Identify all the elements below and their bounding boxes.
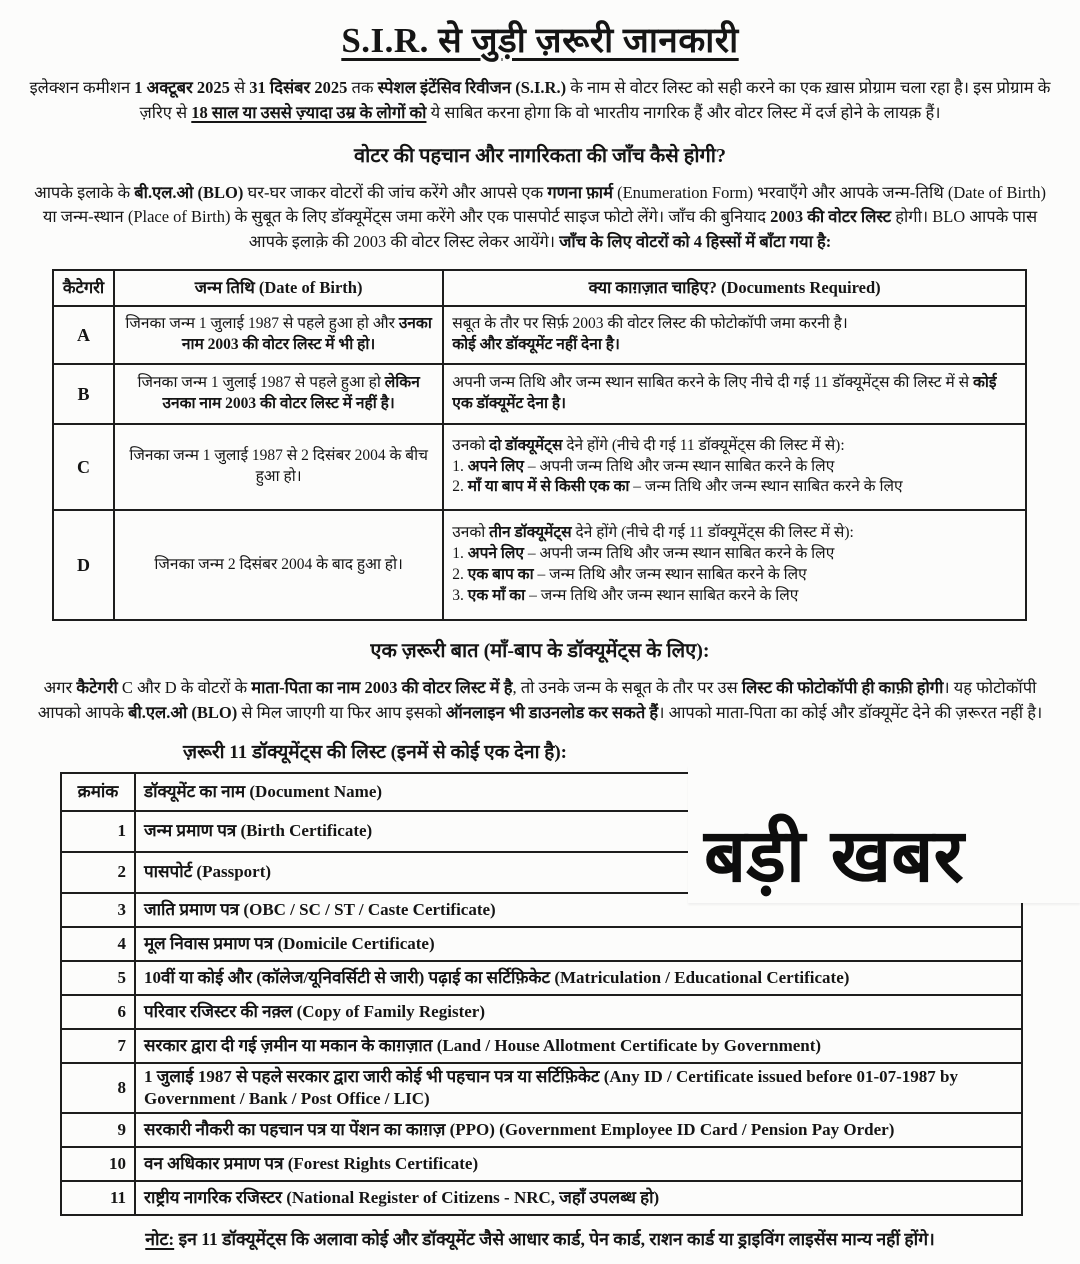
document-name-cell: सरकारी नौकरी का पहचान पत्र या पेंशन का काग़ज़ (PPO) (Government Employee ID Card / Pension Pay Order) bbox=[135, 1113, 1022, 1147]
text-segment: ये साबित करना होगा कि वो भारतीय नागरिक हैं और वोटर लिस्ट में दर्ज होने के लायक़ हैं। bbox=[426, 102, 941, 122]
text-segment: देने होंगे (नीचे दी गई 11 डॉक्यूमेंट्स की लिस्ट में से): bbox=[562, 436, 845, 454]
table-row-doc-10 bbox=[61, 1147, 1022, 1181]
text-segment: से मिल जाएगी या फिर आप इसको bbox=[237, 702, 446, 722]
header-category: कैटेगरी bbox=[53, 270, 114, 306]
serial-cell: 1 bbox=[61, 811, 135, 852]
header-docs-required: क्या काग़ज़ात चाहिए? (Documents Required) bbox=[443, 270, 1026, 306]
text-segment: C और D के वोटरों के bbox=[117, 678, 252, 698]
text-segment: घर-घर जाकर वोटरों की जांच करेंगे और आपसे एक bbox=[243, 182, 548, 202]
document-name-cell: 10वीं या कोई और (कॉलेज/यूनिवर्सिटी से जारी) पढ़ाई का सर्टिफ़िकेट (Matriculation / Educational Certificate) bbox=[135, 961, 1022, 995]
serial-cell: 8 bbox=[61, 1063, 135, 1113]
text-line bbox=[452, 477, 1017, 498]
table-row-doc-7 bbox=[61, 1029, 1022, 1063]
text-segment: नोट: bbox=[145, 1228, 175, 1249]
text-segment: उनका नाम 2003 की वोटर लिस्ट में भी हो। bbox=[181, 315, 432, 354]
page-title-text: S.I.R. से जुड़ी ज़रूरी जानकारी bbox=[341, 21, 739, 60]
big-news-text: बड़ी खबर bbox=[704, 813, 964, 900]
text-segment: एक बाप का bbox=[467, 566, 534, 584]
text-segment: गणना फ़ार्म bbox=[547, 182, 613, 202]
serial-cell: 4 bbox=[61, 927, 135, 961]
docs-cell bbox=[443, 510, 1026, 620]
header-dob: जन्म तिथि (Date of Birth) bbox=[114, 270, 443, 306]
text-segment: तीन डॉक्यूमेंट्स bbox=[489, 524, 572, 542]
text-segment: 2. bbox=[452, 478, 468, 496]
text-segment: बी.एल.ओ (BLO) bbox=[128, 702, 238, 722]
document-name-cell: सरकार द्वारा दी गई ज़मीन या मकान के काग़ज़ात (Land / House Allotment Certificate by Government) bbox=[135, 1029, 1022, 1063]
category-label: B bbox=[53, 364, 114, 424]
text-segment: , तो उनके जन्म के सबूत के तौर पर उस bbox=[512, 678, 742, 698]
table-row-doc-11 bbox=[61, 1181, 1022, 1215]
document-name-cell: जाति प्रमाण पत्र (OBC / SC / ST / Caste Certificate) bbox=[135, 893, 1022, 927]
footer-note bbox=[0, 1227, 1080, 1251]
text-segment: 1 अक्टूबर 2025 bbox=[134, 78, 230, 97]
verification-heading: वोटर की पहचान और नागरिकता की जाँच कैसे होगी? bbox=[354, 144, 726, 167]
serial-cell: 7 bbox=[61, 1029, 135, 1063]
document-name-cell: 1 जुलाई 1987 से पहले सरकार द्वारा जारी कोई भी पहचान पत्र या सर्टिफ़िकेट (Any ID / Certificate issued before 01-07-1987 by Government / Bank / Post Office / LIC) bbox=[135, 1063, 1022, 1113]
text-segment: अगर bbox=[43, 678, 77, 698]
big-news-overlay bbox=[688, 765, 1080, 903]
text-line bbox=[452, 544, 1017, 565]
docs-cell bbox=[443, 364, 1026, 424]
category-table bbox=[52, 269, 1027, 621]
text-line bbox=[452, 335, 1017, 356]
category-label: C bbox=[53, 424, 114, 510]
text-segment: के नाम से वोटर लिस्ट को सही करने का एक ख़ास प्रोग्राम चला रहा है। इस प्रोग्राम के ज़रिए से bbox=[139, 78, 1051, 122]
text-segment: जिनका जन्म 1 जुलाई 1987 से पहले हुआ हो bbox=[137, 374, 385, 392]
docs-cell bbox=[443, 306, 1026, 364]
text-segment: 18 साल या उससे ज़्यादा उम्र के लोगों को bbox=[191, 102, 427, 122]
document-name-cell: मूल निवास प्रमाण पत्र (Domicile Certificate) bbox=[135, 927, 1022, 961]
text-segment: सबूत के तौर पर सिर्फ़ 2003 की वोटर लिस्ट की फोटोकॉपी जमा करनी है। bbox=[452, 315, 848, 333]
text-segment: तक bbox=[347, 78, 378, 97]
text-segment: 2. bbox=[452, 566, 468, 584]
serial-cell: 10 bbox=[61, 1147, 135, 1181]
text-segment: 1. bbox=[452, 545, 468, 563]
table-row-category-b bbox=[53, 364, 1026, 424]
text-segment: 3. bbox=[452, 586, 468, 604]
text-line bbox=[452, 586, 1017, 607]
text-segment: – अपनी जन्म तिथि और जन्म स्थान साबित करने के लिए bbox=[523, 457, 835, 475]
document-name-cell: वन अधिकार प्रमाण पत्र (Forest Rights Certificate) bbox=[135, 1147, 1022, 1181]
text-segment: अपने लिए bbox=[467, 545, 524, 563]
serial-cell: 6 bbox=[61, 995, 135, 1029]
text-segment: बी.एल.ओ (BLO) bbox=[134, 182, 244, 202]
text-segment: जिनका जन्म 2 दिसंबर 2004 के बाद हुआ हो। bbox=[154, 555, 403, 573]
parents-docs-heading: एक ज़रूरी बात (माँ-बाप के डॉक्यूमेंट्स के लिए): bbox=[370, 640, 710, 663]
text-segment: कैटेगरी bbox=[76, 678, 118, 698]
text-segment: दो डॉक्यूमेंट्स bbox=[489, 436, 563, 454]
header-document-name: डॉक्यूमेंट का नाम (Document Name) bbox=[135, 773, 1022, 811]
serial-cell: 5 bbox=[61, 961, 135, 995]
text-segment: अपने लिए bbox=[467, 457, 524, 475]
text-segment: । आपको माता-पिता का कोई और डॉक्यूमेंट देने की ज़रूरत नहीं है। bbox=[658, 702, 1043, 722]
text-segment: लेकिन उनका नाम 2003 की वोटर लिस्ट में नहीं है। bbox=[162, 374, 420, 413]
dob-cell bbox=[114, 306, 443, 364]
documents-list-section bbox=[0, 738, 1080, 1216]
text-line bbox=[452, 523, 1017, 544]
text-segment: (Enumeration Form) भरवाएँगे और आपके जन्म-तिथि (Date of Birth) या जन्म-स्थान (Place of Birth) के सुबूत के लिए डॉक्यूमेंट्स जमा करेंगे और एक पासपोर्ट साइज फोटो लेंगे। जाँच की बुनियाद bbox=[42, 182, 1046, 227]
table-row-category-a bbox=[53, 306, 1026, 364]
text-segment: 31 दिसंबर 2025 bbox=[249, 78, 348, 97]
document-name-cell: जन्म प्रमाण पत्र (Birth Certificate) bbox=[135, 811, 1022, 852]
category-label: A bbox=[53, 306, 114, 364]
header-serial: क्रमांक bbox=[61, 773, 135, 811]
table-row-doc-4 bbox=[61, 927, 1022, 961]
document-name-cell: राष्ट्रीय नागरिक रजिस्टर (National Register of Citizens - NRC, जहाँ उपलब्ध हो) bbox=[135, 1181, 1022, 1215]
text-segment: स्पेशल इंटेंसिव रिवीजन (S.I.R.) bbox=[377, 78, 567, 97]
table-row-category-d bbox=[53, 510, 1026, 620]
page-title bbox=[0, 0, 1080, 63]
document-name-cell: पासपोर्ट (Passport) bbox=[135, 852, 1022, 893]
text-segment: – जन्म तिथि और जन्म स्थान साबित करने के लिए bbox=[533, 566, 807, 584]
text-segment: एक माँ का bbox=[467, 586, 526, 604]
text-segment: । यह फोटोकॉपी आपको आपके bbox=[37, 678, 1037, 722]
text-segment: जाँच के लिए वोटरों को 4 हिस्सों में बाँटा गया है: bbox=[559, 232, 832, 251]
text-segment: इन 11 डॉक्यूमेंट्स कि अलावा कोई और डॉक्यूमेंट जैसे आधार कार्ड, पेन कार्ड, राशन कार्ड या ड्राइविंग लाइसेंस मान्य नहीं होंगे। bbox=[174, 1228, 935, 1249]
category-label: D bbox=[53, 510, 114, 620]
text-segment: कोई और डॉक्यूमेंट नहीं देना है। bbox=[452, 336, 620, 354]
table-row-doc-8 bbox=[61, 1063, 1022, 1113]
category-table-header-row bbox=[53, 270, 1026, 306]
text-line bbox=[452, 314, 1017, 335]
text-segment: – जन्म तिथि और जन्म स्थान साबित करने के लिए bbox=[629, 478, 903, 496]
text-line bbox=[452, 565, 1017, 586]
text-segment: जिनका जन्म 1 जुलाई 1987 से पहले हुआ हो और bbox=[125, 315, 399, 333]
text-segment: होगी। BLO आपके पास आपके इलाक़े की 2003 की वोटर लिस्ट लेकर आयेंगे। bbox=[248, 207, 1038, 251]
dob-cell bbox=[114, 364, 443, 424]
text-line bbox=[452, 436, 1017, 457]
text-line bbox=[452, 373, 1017, 415]
text-segment: देने होंगे (नीचे दी गई 11 डॉक्यूमेंट्स की लिस्ट में से): bbox=[571, 524, 854, 542]
text-segment: कोई एक डॉक्यूमेंट देना है। bbox=[452, 374, 997, 413]
text-segment: 1. bbox=[452, 457, 468, 475]
intro-paragraph bbox=[26, 76, 1054, 126]
docs-cell bbox=[443, 424, 1026, 510]
text-segment: उनको bbox=[452, 436, 490, 454]
document-name-cell: परिवार रजिस्टर की नक़्ल (Copy of Family Register) bbox=[135, 995, 1022, 1029]
serial-cell: 9 bbox=[61, 1113, 135, 1147]
table-row-category-c bbox=[53, 424, 1026, 510]
text-line bbox=[452, 457, 1017, 478]
text-segment: लिस्ट की फोटोकॉपी ही काफ़ी होगी bbox=[741, 678, 944, 698]
text-segment: माता-पिता का नाम 2003 की वोटर लिस्ट में है bbox=[251, 678, 513, 698]
text-segment: से bbox=[229, 78, 250, 97]
text-segment: जिनका जन्म 1 जुलाई 1987 से 2 दिसंबर 2004 के बीच हुआ हो। bbox=[129, 447, 428, 486]
verification-paragraph bbox=[26, 181, 1054, 255]
text-segment: इलेक्शन कमीशन bbox=[29, 78, 135, 97]
table-row-doc-9 bbox=[61, 1113, 1022, 1147]
text-segment: आपके इलाके के bbox=[34, 182, 135, 202]
dob-cell bbox=[114, 510, 443, 620]
text-segment: – जन्म तिथि और जन्म स्थान साबित करने के लिए bbox=[525, 586, 799, 604]
parents-docs-paragraph bbox=[26, 676, 1054, 726]
serial-cell: 3 bbox=[61, 893, 135, 927]
serial-cell: 11 bbox=[61, 1181, 135, 1215]
serial-cell: 2 bbox=[61, 852, 135, 893]
text-segment: ऑनलाइन भी डाउनलोड कर सकते हैं bbox=[445, 702, 659, 722]
text-segment: उनको bbox=[452, 524, 490, 542]
documents-list-heading: ज़रूरी 11 डॉक्यूमेंट्स की लिस्ट (इनमें से कोई एक देना है): bbox=[183, 741, 567, 763]
text-segment: अपनी जन्म तिथि और जन्म स्थान साबित करने के लिए नीचे दी गई 11 डॉक्यूमेंट्स की लिस्ट में से bbox=[452, 374, 973, 392]
text-segment: 2003 की वोटर लिस्ट bbox=[770, 207, 892, 227]
table-row-doc-5 bbox=[61, 961, 1022, 995]
table-row-doc-6 bbox=[61, 995, 1022, 1029]
dob-cell bbox=[114, 424, 443, 510]
text-segment: – अपनी जन्म तिथि और जन्म स्थान साबित करने के लिए bbox=[523, 545, 835, 563]
text-segment: माँ या बाप में से किसी एक का bbox=[467, 478, 630, 496]
